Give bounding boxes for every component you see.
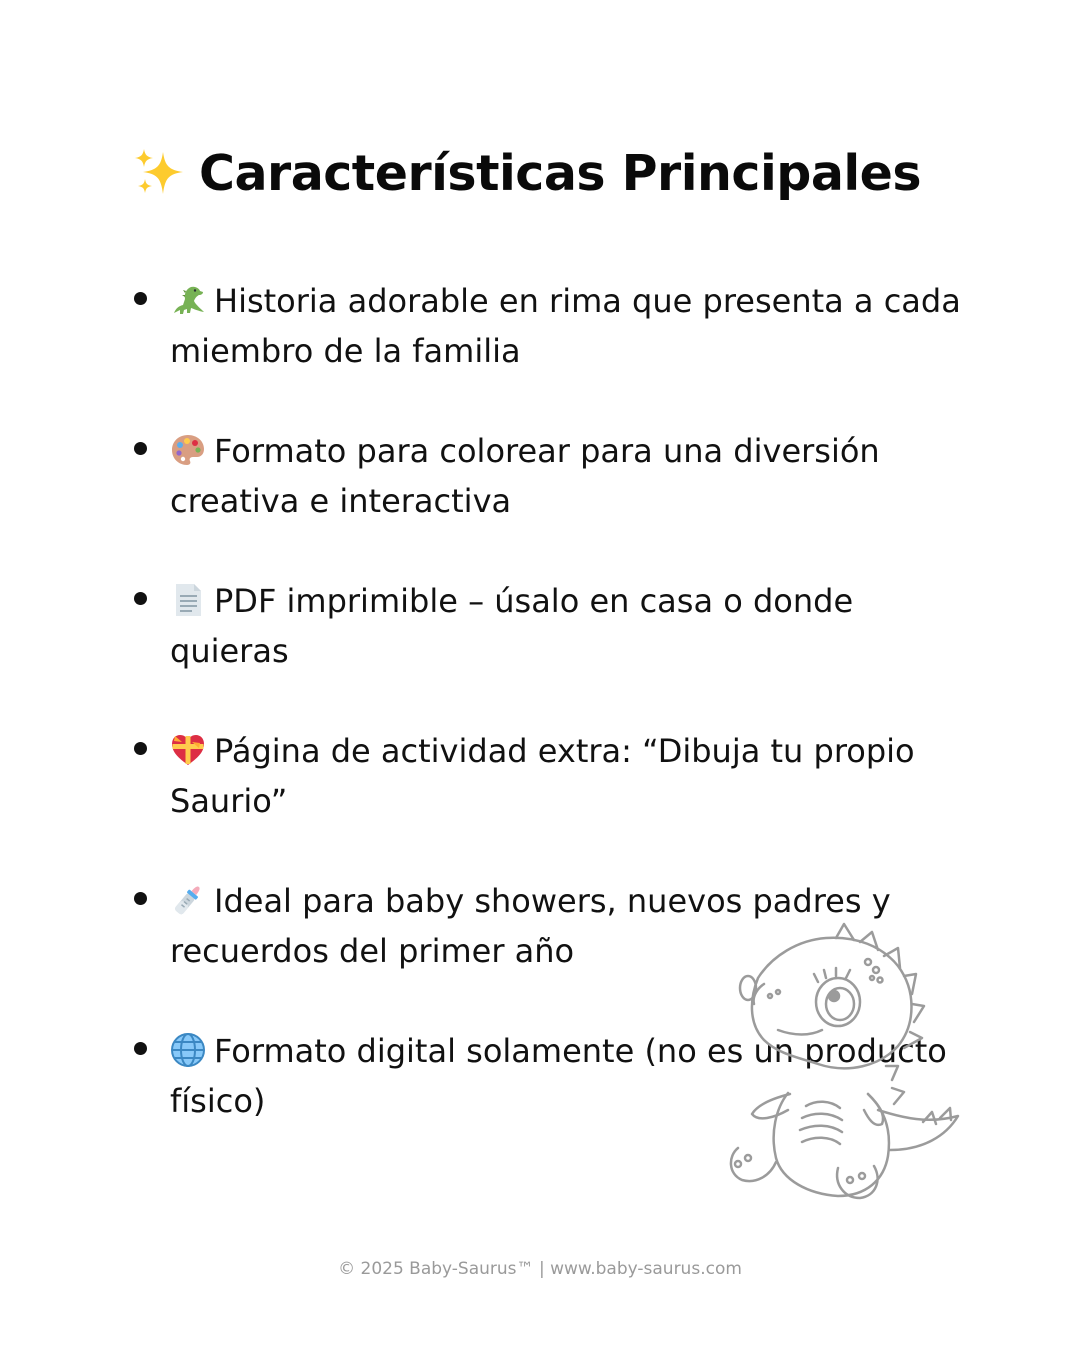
bullet-dot [134, 592, 147, 605]
feature-text: Página de actividad extra: “Dibuja tu propio Saurio” [170, 732, 915, 820]
bullet-dot [134, 892, 147, 905]
globe-icon [170, 1032, 206, 1068]
page-title [133, 138, 921, 208]
feature-text: Formato para colorear para una diversión creativa e interactiva [170, 432, 880, 520]
footer-copyright: © 2025 Baby-Saurus™ | www.baby-saurus.com [338, 1259, 742, 1279]
feature-text: Historia adorable en rima que presenta a cada miembro de la familia [170, 282, 961, 370]
bullet-dot [134, 442, 147, 455]
baby-dinosaur-illustration [718, 918, 962, 1204]
sparkles-icon [133, 146, 187, 200]
list-item [134, 576, 974, 726]
dinosaur-icon [170, 282, 206, 318]
list-item [134, 276, 974, 426]
page-document-icon [170, 582, 206, 618]
feature-text: Ideal para baby showers, nuevos padres y recuerdos del primer año [170, 882, 891, 970]
feature-text: Formato digital solamente (no es un producto físico) [170, 1032, 947, 1120]
bullet-dot [134, 742, 147, 755]
bullet-dot [134, 1042, 147, 1055]
baby-bottle-icon [170, 882, 206, 918]
list-item [134, 426, 974, 576]
palette-icon [170, 432, 206, 468]
bullet-dot [134, 292, 147, 305]
heart-gift-icon [170, 732, 206, 768]
feature-text: PDF imprimible – úsalo en casa o donde quieras [170, 582, 854, 670]
title-text: Características Principales [199, 144, 922, 202]
list-item [134, 726, 974, 876]
